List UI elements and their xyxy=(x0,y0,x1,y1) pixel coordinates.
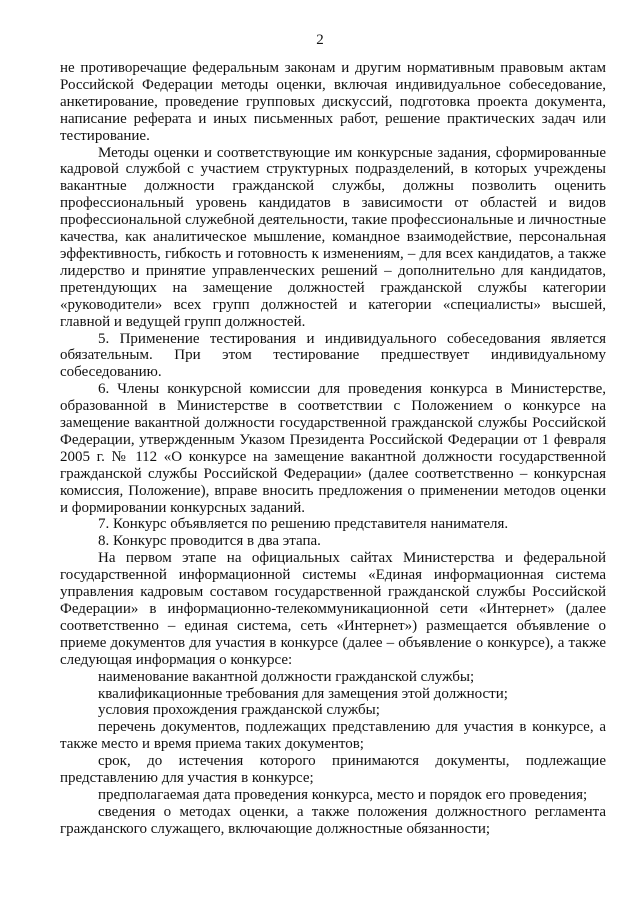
document-body xyxy=(60,60,606,838)
list-item-documents: перечень документов, подлежащих представлению для участия в конкурсе, а также место и время приема таких документов; xyxy=(60,719,606,753)
paragraph-item-8: 8. Конкурс проводится в два этапа. xyxy=(98,533,321,550)
list-item-assessment-info: сведения о методах оценки, а также положения должностного регламента гражданского служащего, включающие должностные обязанности; xyxy=(60,803,606,837)
list-item-deadline: срок, до истечения которого принимаются документы, подлежащие представлению для участия в конкурсе; xyxy=(60,753,606,787)
list-item-position-name: наименование вакантной должности гражданской службы; xyxy=(98,668,475,685)
paragraph-assessment-methods: Методы оценки и соответствующие им конкурсные задания, сформированные кадровой службой с участием структурных подразделений, в которых учреждены вакантные должности гражданской службы, должны позволить оценить профессиональный уровень кандидатов в зависимости от областей и видов профессиональной служебной деятельности, такие профессиональные и личностные качества, как аналитическое мышление, командное взаимодействие, персональная эффективность, гибкость и готовность к изменениям, – для всех кандидатов, а также лидерство и принятие управленческих решений – дополнительно для кандидатов, претендующих на замещение должностей гражданской службы категории «руководители» всех групп должностей и категории «специалисты» высшей, главной и ведущей групп должностей. xyxy=(60,144,606,330)
list-item-service-conditions: условия прохождения гражданской службы; xyxy=(98,702,380,719)
paragraph-item-6: 6. Члены конкурсной комиссии для проведения конкурса в Министерстве, образованной в Министерстве в соответствии с Положением о конкурсе на замещение вакантной должности государственной гражданской службы Российской Федерации, утвержденным Указом Президента Российской Федерации от 1 февраля 2005 г. № 112 «О конкурсе на замещение вакантной должности государственной гражданской службы Российской Федерации» (далее соответственно – конкурсная комиссия, Положение), вправе вносить предложения о применении методов оценки и формировании конкурсных заданий. xyxy=(60,381,606,516)
list-item-qualification: квалификационные требования для замещения этой должности; xyxy=(98,685,508,702)
list-item-contest-date: предполагаемая дата проведения конкурса, место и порядок его проведения; xyxy=(98,786,588,803)
page-number: 2 xyxy=(316,32,324,48)
paragraph-item-5: 5. Применение тестирования и индивидуального собеседования является обязательным. При этом тестирование предшествует индивидуальному собеседованию. xyxy=(60,330,606,381)
paragraph-first-stage: На первом этапе на официальных сайтах Министерства и федеральной государственной информационной системы «Единая информационная система управления кадровым составом государственной гражданской службы Российской Федерации» в информационно-телекоммуникационной сети «Интернет» (далее соответственно – единая система, сеть «Интернет») размещается объявление о приеме документов для участия в конкурсе (далее – объявление о конкурсе), а также следующая информация о конкурсе: xyxy=(60,550,606,668)
paragraph-methods-list: не противоречащие федеральным законам и другим нормативным правовым актам Российской Федерации методы оценки, включая индивидуальное собеседование, анкетирование, проведение групповых дискуссий, подготовка проекта документа, написание реферата и иных письменных работ, решение практических задач или тестирование. xyxy=(60,60,606,144)
paragraph-item-7: 7. Конкурс объявляется по решению представителя нанимателя. xyxy=(98,516,509,533)
